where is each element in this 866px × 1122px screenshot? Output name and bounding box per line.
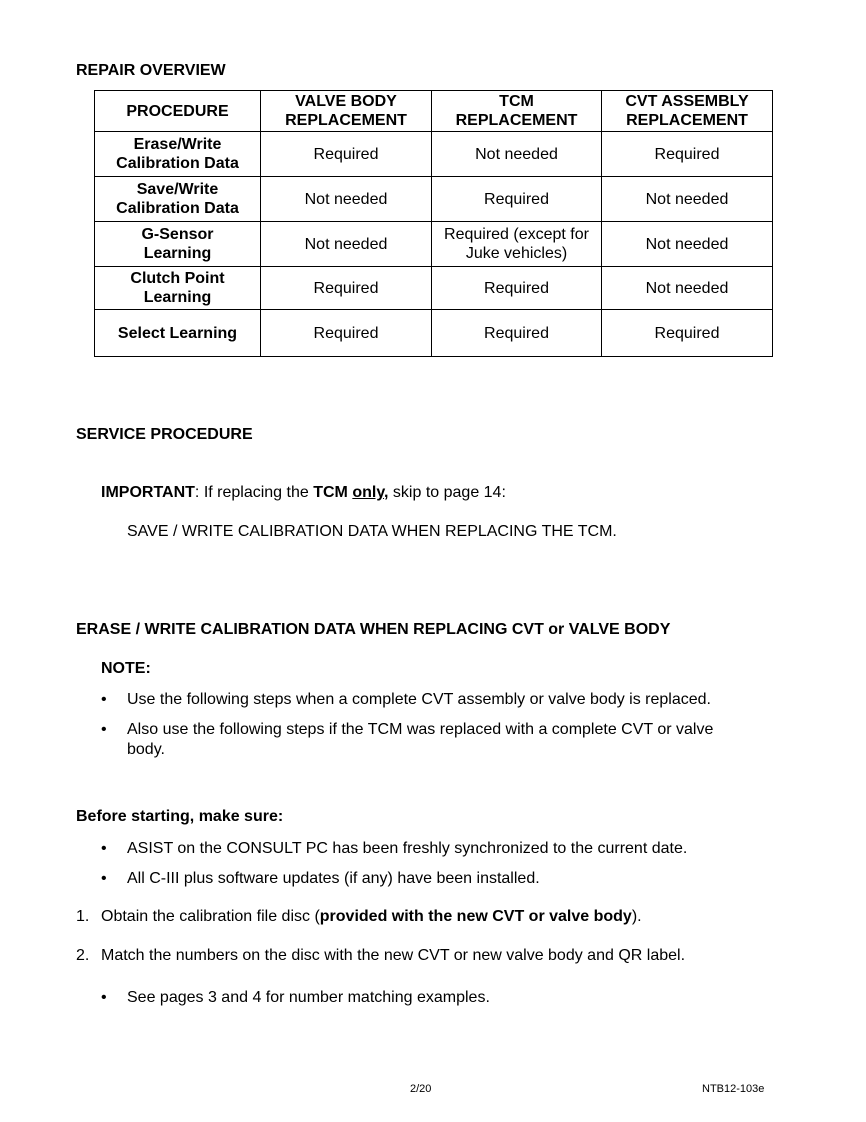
table-header-row [95, 91, 773, 132]
step-number: 1. [76, 908, 90, 925]
table-row [95, 310, 773, 357]
step-text: Match the numbers on the disc with the new CVT or new valve body and QR label. [101, 947, 686, 964]
important-text: skip to page 14: [388, 484, 506, 501]
repair-overview-table [94, 90, 773, 357]
bullet-text: All C-III plus software updates (if any) have been installed. [127, 870, 540, 887]
bullet-icon: • [101, 870, 107, 887]
value-line: Not needed [645, 190, 729, 208]
header-valve-body [261, 91, 432, 132]
value-cell [261, 310, 432, 357]
table-row [95, 222, 773, 267]
value-cell [432, 132, 602, 177]
table-row [95, 132, 773, 177]
list-item [101, 839, 781, 859]
step-text-part: Obtain the calibration file disc ( [101, 908, 320, 925]
bullet-text: Also use the following steps if the TCM was replaced with a complete CVT or valve [127, 721, 714, 738]
value-line: Not needed [645, 279, 729, 297]
list-item [101, 869, 781, 889]
value-line: Juke vehicles) [465, 245, 568, 262]
value-cell [261, 222, 432, 267]
step-text-bold: provided with the new CVT or valve body [319, 908, 632, 925]
header-tcm [432, 91, 602, 132]
value-cell [602, 222, 773, 267]
important-label: IMPORTANT [101, 484, 195, 501]
bullet-text: Use the following steps when a complete CVT assembly or valve body is replaced. [127, 691, 711, 708]
bullet-icon: • [101, 840, 107, 857]
step-number: 2. [76, 947, 90, 964]
header-tcm-line2: REPLACEMENT [455, 112, 578, 129]
list-item [101, 690, 781, 710]
value-cell [602, 177, 773, 222]
procedure-cell [95, 222, 261, 267]
procedure-line: Calibration Data [116, 155, 239, 172]
header-valve-body-line1: VALVE BODY [295, 93, 397, 110]
bullet-text: See pages 3 and 4 for number matching examples. [127, 989, 490, 1006]
bullet-text: body. [127, 741, 165, 758]
list-item [101, 720, 781, 760]
value-cell [432, 267, 602, 310]
procedure-line: G-Sensor [141, 226, 214, 243]
header-cvt-line2: REPLACEMENT [626, 112, 748, 129]
value-line: Not needed [304, 190, 388, 208]
repair-overview-heading: REPAIR OVERVIEW [76, 62, 226, 79]
procedure-line: Learning [143, 245, 212, 262]
value-cell [261, 267, 432, 310]
table-row [95, 267, 773, 310]
header-cvt-assembly [602, 91, 773, 132]
procedure-line: Calibration Data [116, 200, 239, 217]
step-item [76, 946, 776, 966]
value-line: Required [313, 279, 379, 297]
document-id: NTB12-103e [702, 1083, 765, 1095]
important-tcm: TCM [313, 484, 348, 501]
bullet-icon: • [101, 691, 107, 708]
header-procedure [95, 91, 261, 132]
page-number: 2/20 [410, 1083, 432, 1095]
value-cell [602, 132, 773, 177]
header-valve-body-line2: REPLACEMENT [285, 112, 407, 129]
value-cell [261, 177, 432, 222]
procedure-line: Learning [143, 289, 212, 306]
value-cell [602, 310, 773, 357]
service-procedure-heading: SERVICE PROCEDURE [76, 426, 253, 443]
value-line: Not needed [304, 235, 388, 253]
step-item [76, 907, 776, 927]
bullet-text: ASIST on the CONSULT PC has been freshly synchronized to the current date. [127, 840, 688, 857]
value-cell [602, 267, 773, 310]
value-line: Required [654, 324, 720, 342]
bullet-icon: • [101, 721, 107, 738]
procedure-line: Select Learning [117, 324, 238, 342]
important-text: : If replacing the [194, 484, 314, 501]
procedure-cell [95, 267, 261, 310]
step-text [101, 907, 642, 927]
important-comma: , [384, 484, 389, 501]
bullet-icon: • [101, 989, 107, 1006]
value-line: Required [654, 145, 720, 163]
erase-write-heading: ERASE / WRITE CALIBRATION DATA WHEN REPLACING CVT or VALVE BODY [76, 621, 671, 638]
value-line: Required [484, 190, 549, 208]
important-notice [101, 484, 506, 502]
header-procedure-label: PROCEDURE [126, 102, 229, 120]
note-label: NOTE: [101, 660, 151, 677]
procedure-cell [95, 310, 261, 357]
header-cvt-line1: CVT ASSEMBLY [625, 93, 749, 110]
value-line: Not needed [475, 145, 558, 163]
value-line: Required (except for [444, 226, 589, 243]
procedure-cell [95, 177, 261, 222]
procedure-line: Erase/Write [133, 136, 222, 153]
value-cell [261, 132, 432, 177]
value-cell [432, 177, 602, 222]
before-starting-heading: Before starting, make sure: [76, 808, 284, 825]
value-line: Not needed [645, 235, 729, 253]
important-only: only [352, 484, 385, 501]
value-cell [432, 310, 602, 357]
value-line: Required [313, 324, 379, 342]
value-cell [432, 222, 602, 267]
value-line: Required [484, 324, 549, 342]
value-line: Required [313, 145, 379, 163]
procedure-cell [95, 132, 261, 177]
header-tcm-line1: TCM [499, 93, 534, 110]
value-line: Required [484, 279, 549, 297]
step-text-part: ). [631, 908, 642, 925]
table-row [95, 177, 773, 222]
list-item [101, 988, 781, 1008]
procedure-line: Save/Write [136, 181, 219, 198]
procedure-line: Clutch Point [130, 270, 225, 287]
save-write-reference: SAVE / WRITE CALIBRATION DATA WHEN REPLACING THE TCM. [127, 523, 617, 540]
